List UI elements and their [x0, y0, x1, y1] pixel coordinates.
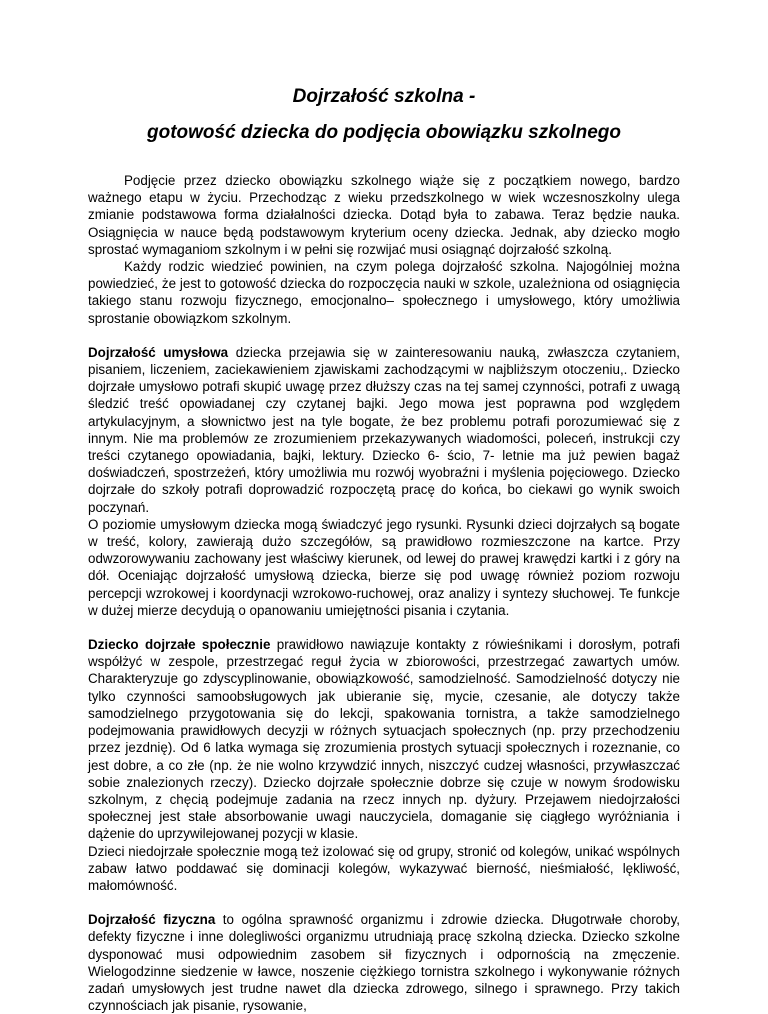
- mental-maturity-paragraph: [88, 344, 680, 516]
- mental-maturity-heading: Dojrzałość umysłowa: [88, 344, 229, 360]
- social-maturity-paragraph: [88, 636, 680, 842]
- social-maturity-text: prawidłowo nawiązuje kontakty z rówieśnikami i dorosłym, potrafi współżyć w zespole, przestrzegać reguł życia w zbiorowości, przestrzegać zawartych umów. Charakteryzuje go zdyscyplinowanie, obowiązkowość, samodzielność. Samodzielność dotyczy nie tylko czynności samoobsługowych jak ubieranie się, mycie, czesanie, ale dotyczy także samodzielnego przygotowania się do lekcji, spakowania tornistra, a także samodzielnego podejmowania prawidłowych decyzji w różnych sytuacjach społecznych (np. przy przechodzeniu przez jezdnię). Od 6 latka wymaga się zrozumienia prostych sytuacji społecznych i rozeznanie, co jest dobre, a co złe (np. że nie wolno krzywdzić innych, niszczyć cudzej własności, przywłaszczać sobie znalezionych rzeczy). Dziecko dojrzałe społecznie dobrze się czuje w nowym środowisku szkolnym, z chęcią podejmuje zadania na rzecz innych np. dyżury. Przejawem niedojrzałości społecznej jest stałe absorbowanie uwagi nauczyciela, domaganie się ciągłego wyróżniania i dążenie do uprzywilejowanej pozycji w klasie.: [88, 637, 680, 842]
- social-maturity-heading: Dziecko dojrzałe społecznie: [88, 637, 271, 653]
- document-body: [88, 172, 680, 1014]
- document-title: Dojrzałość szkolna -: [292, 86, 476, 107]
- mental-maturity-text: dziecka przejawia się w zainteresowaniu nauką, zwłaszcza czytaniem, pisaniem, liczeniem, zaciekawieniem zjawiskami zachodzącymi w najbliższym otoczeniu,. Dziecko dojrzałe umysłowo potrafi skupić uwagę przez dłuższy czas na tej samej czynności, potrafi z uwagą śledzić treść opowiadanej czy czytanej bajki. Jego mowa jest poprawna pod względem artykulacyjnym, a słownictwo jest na tyle bogate, że bez problemu potrafi porozumiewać się z innym. Nie ma problemów ze zrozumieniem przekazywanych wiadomości, poleceń, instrukcji czy treści czytanego opowiadania, bajki, lektury. Dziecko 6- ścio, 7- letnie ma już pewien bagaż doświadczeń, spostrzeżeń, który umożliwia mu rozwój wyobraźni i myślenia pojęciowego. Dziecko dojrzałe do szkoły potrafi doprowadzić rozpoczętą pracę do końca, bo ciekawi go wynik swoich poczynań.: [88, 344, 680, 515]
- mental-maturity-paragraph-2: O poziomie umysłowym dziecka mogą świadczyć jego rysunki. Rysunki dzieci dojrzałych są bogate w treść, kolory, zawierają dużo szczegółów, są prawidłowo rozmieszczone na kartce. Przy odwzorowywaniu zachowany jest właściwy kierunek, od lewej do prawej krawędzi kartki i z góry na dół. Oceniając dojrzałość umysłową dziecka, bierze się pod uwagę również poziom rozwoju percepcji wzrokowej i koordynacji wzrokowo-ruchowej, oraz analizy i syntezy słuchowej. Te funkcje w dużej mierze decydują o opanowaniu umiejętności pisania i czytania.: [88, 516, 680, 618]
- social-maturity-paragraph-2: Dzieci niedojrzałe społecznie mogą też izolować się od grupy, stronić od kolegów, unikać wspólnych zabaw łatwo poddawać się dominacji kolegów, wykazywać bierność, nieśmiałość, lękliwość, małomówność.: [88, 843, 680, 893]
- document-subtitle: gotowość dziecka do podjęcia obowiązku szkolnego: [146, 122, 622, 143]
- intro-paragraph-1: Podjęcie przez dziecko obowiązku szkolnego wiąże się z początkiem nowego, bardzo ważnego etapu w życiu. Przechodząc z wieku przedszkolnego w wiek wczesnoszkolny ulega zmianie podstawowa forma działalności dziecka. Dotąd była to zabawa. Teraz będzie nauka. Osiągnięcia w nauce będą podstawowym kryterium oceny dziecka. Jednak, aby dziecko mogło sprostać wymaganiom szkolnym i w pełni się rozwijać musi osiągnąć dojrzałość szkolną.: [88, 173, 680, 257]
- physical-maturity-heading: Dojrzałość fizyczna: [88, 912, 216, 928]
- physical-maturity-text: to ogólna sprawność organizmu i zdrowie dziecka. Długotrwałe choroby, defekty fizyczne i inne dolegliwości organizmu utrudniają pracę szkolną dziecka. Dziecko szkolne dysponować musi odpowiednim zasobem sił fizycznych i odpornością na zmęczenie. Wielogodzinne siedzenie w ławce, noszenie ciężkiego tornistra szkolnego i wykonywanie różnych zadań umysłowych jest trudne nawet dla dziecka zdrowego, silnego i sprawnego. Przy takich czynnościach jak pisanie, rysowanie,: [88, 912, 680, 1014]
- physical-maturity-paragraph: [88, 911, 680, 1014]
- intro-paragraph-2: Każdy rodzic wiedzieć powinien, na czym polega dojrzałość szkolna. Najogólniej można powiedzieć, że jest to gotowość dziecka do rozpoczęcia nauki w szkole, uzależniona od osiągnięcia takiego stanu rozwoju fizycznego, emocjonalno– społecznego i umysłowego, który umożliwia sprostanie obowiązkom szkolnym.: [88, 259, 680, 326]
